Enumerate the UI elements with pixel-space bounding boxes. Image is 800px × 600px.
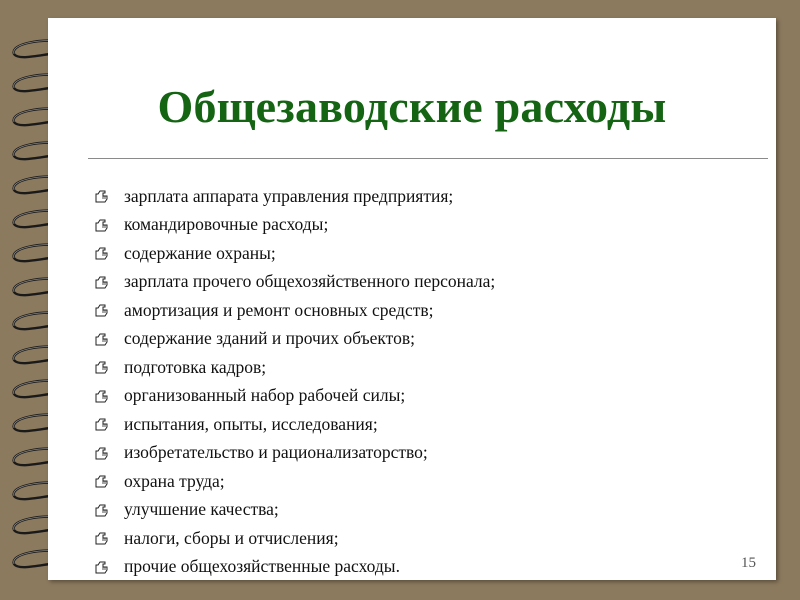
hand-pointing-icon [94,217,124,233]
list-item-text: налоги, сборы и отчисления; [124,527,339,548]
list-item-text: прочие общехозяйственные расходы. [124,556,400,577]
list-item [94,553,495,582]
list-item [94,382,495,411]
list-item-text: изобретательство и рационализаторство; [124,442,428,463]
hand-pointing-icon [94,245,124,261]
list-item [94,496,495,525]
title-divider [88,158,768,159]
list-item-text: командировочные расходы; [124,214,329,235]
list-item-text: испытания, опыты, исследования; [124,413,378,434]
list-item [94,268,495,297]
page-number: 15 [741,555,756,571]
list-item [94,467,495,496]
list-item [94,182,495,211]
list-item [94,524,495,553]
hand-pointing-icon [94,530,124,546]
hand-pointing-icon [94,331,124,347]
list-item-text: содержание охраны; [124,242,276,263]
list-item [94,410,495,439]
list-item [94,439,495,468]
list-item-text: зарплата прочего общехозяйственного персонала; [124,271,496,292]
hand-pointing-icon [94,445,124,461]
list-item [94,296,495,325]
hand-pointing-icon [94,559,124,575]
hand-pointing-icon [94,359,124,375]
list-item [94,211,495,240]
list-item-text: амортизация и ремонт основных средств; [124,299,434,320]
expense-list [94,182,495,581]
hand-pointing-icon [94,274,124,290]
list-item [94,325,495,354]
hand-pointing-icon [94,416,124,432]
slide-title: Общезаводские расходы [157,81,667,132]
list-item-text: содержание зданий и прочих объектов; [124,328,415,349]
hand-pointing-icon [94,388,124,404]
hand-pointing-icon [94,188,124,204]
hand-pointing-icon [94,302,124,318]
list-item-text: подготовка кадров; [124,356,267,377]
slide-page [48,18,776,580]
list-item [94,353,495,382]
list-item-text: организованный набор рабочей силы; [124,385,406,406]
list-item-text: улучшение качества; [124,499,279,520]
list-item-text: охрана труда; [124,470,225,491]
list-item-text: зарплата аппарата управления предприятия; [124,185,454,206]
hand-pointing-icon [94,502,124,518]
hand-pointing-icon [94,473,124,489]
list-item [94,239,495,268]
